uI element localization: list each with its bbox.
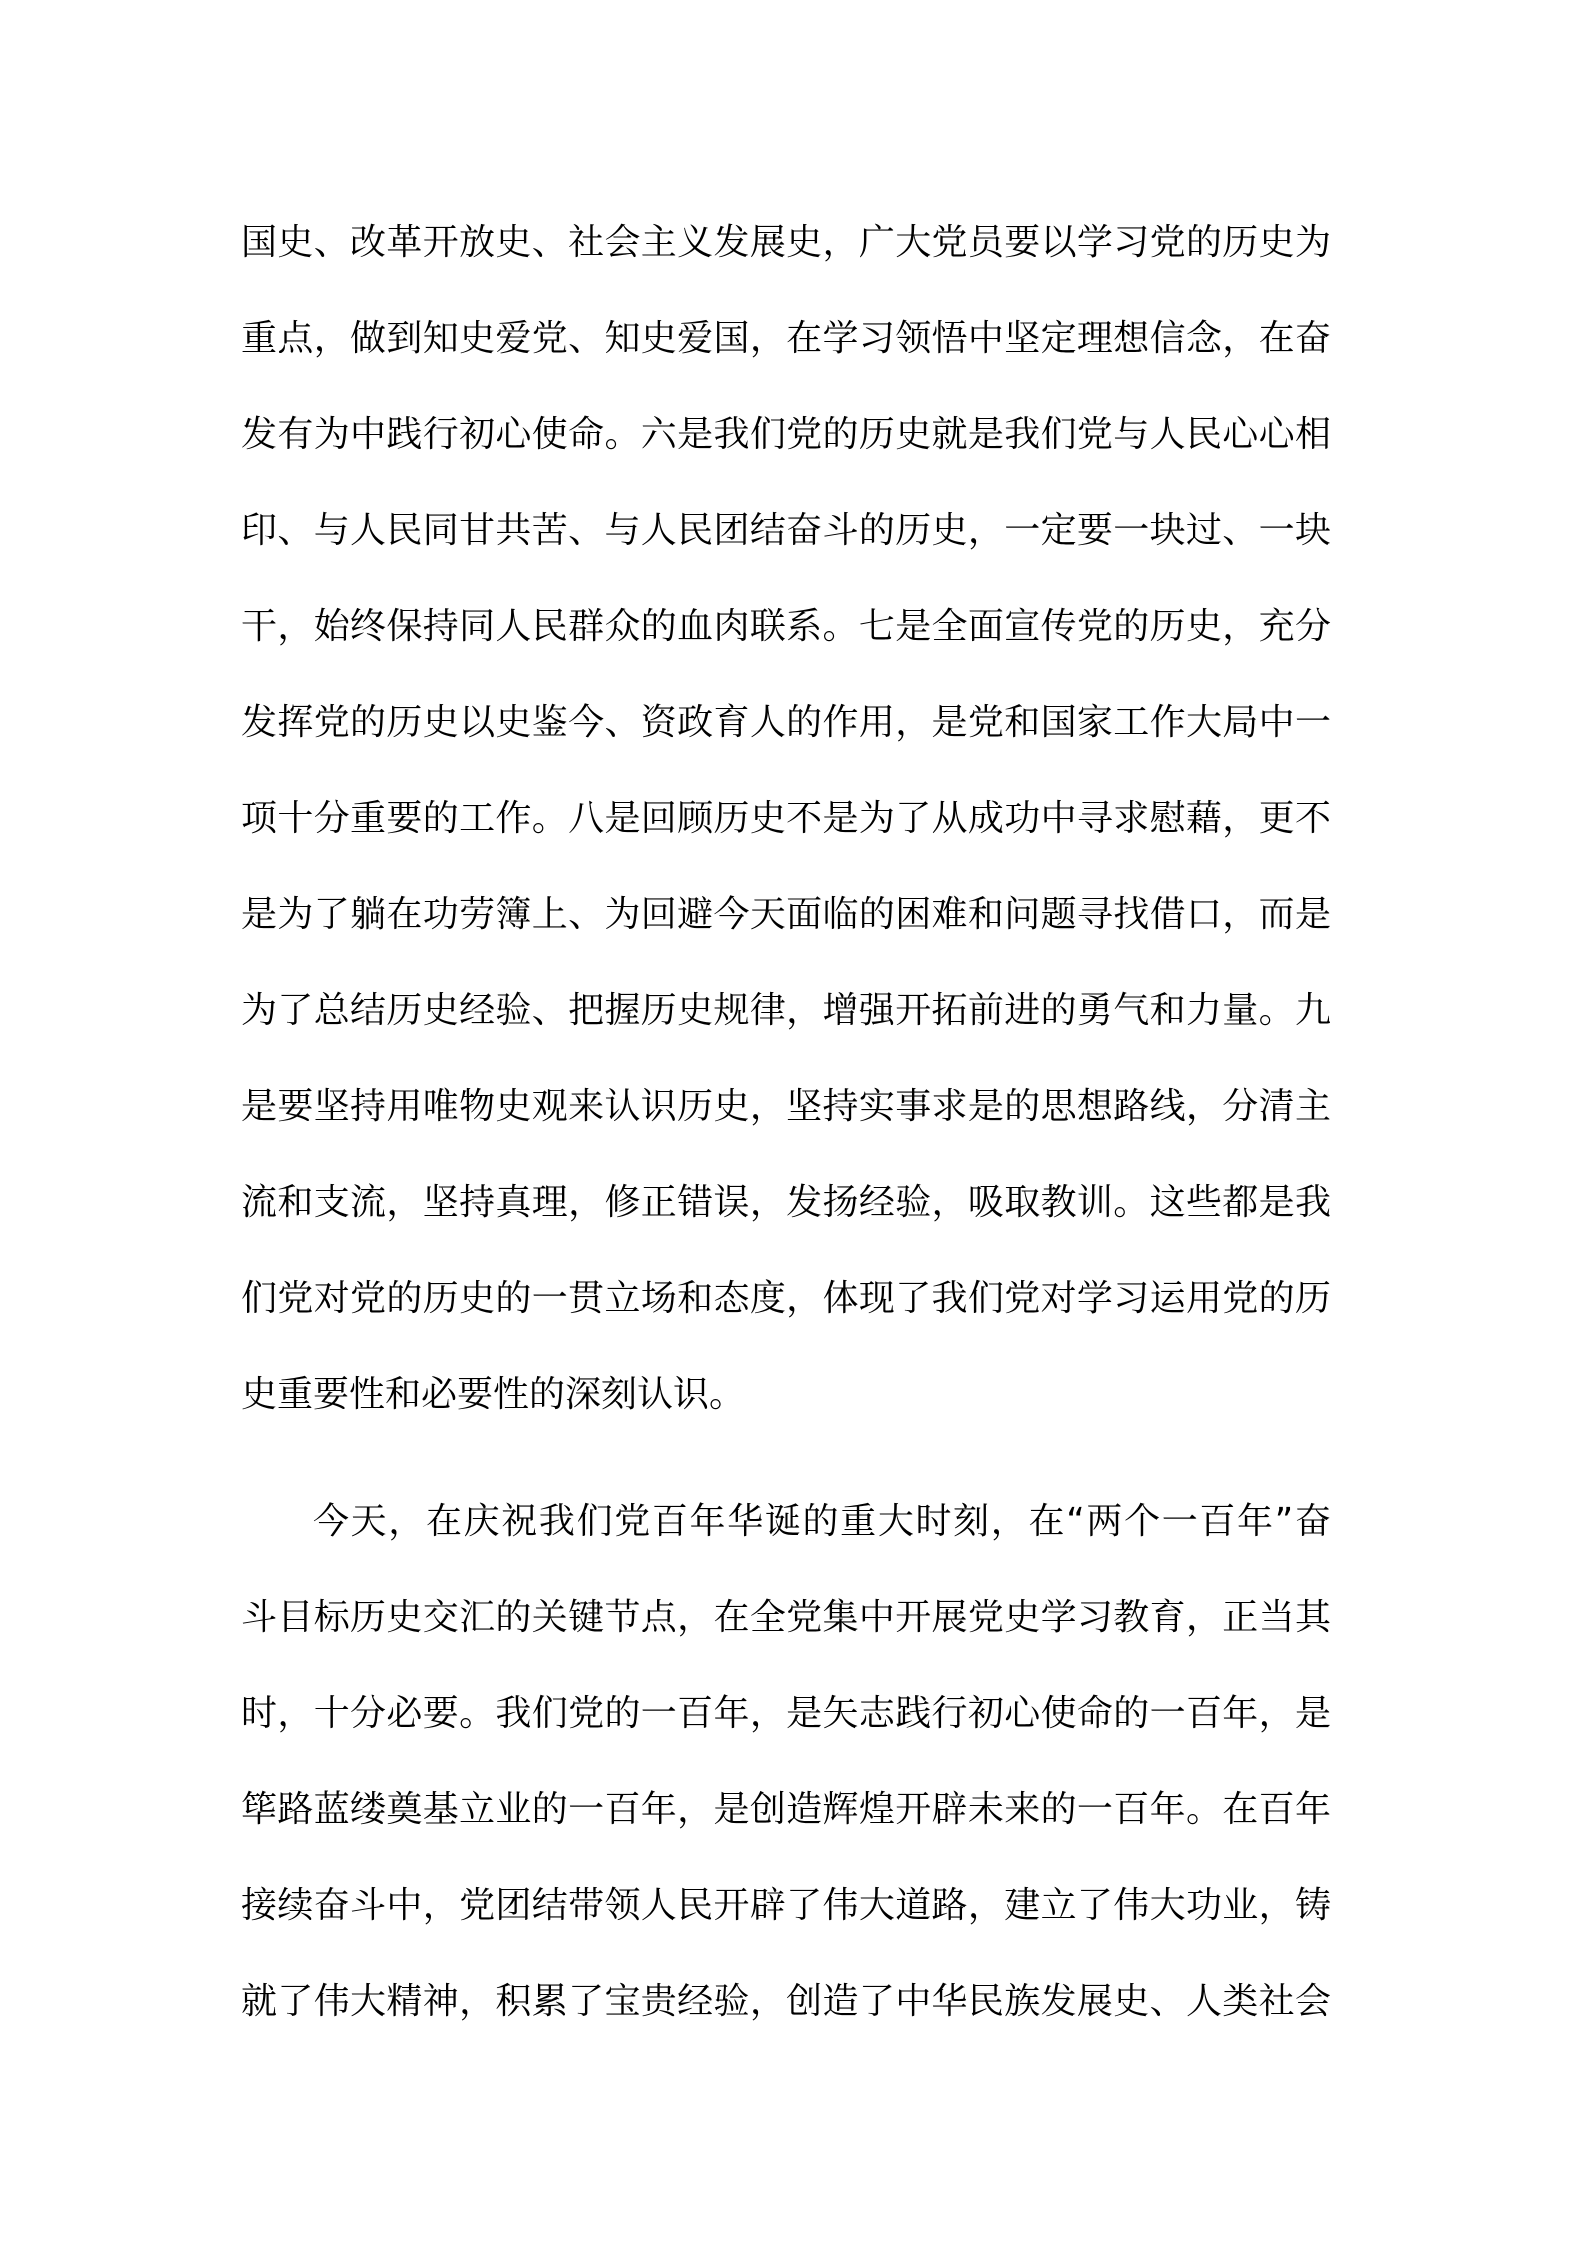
- text-line: 时，十分必要。我们党的一百年，是矢志践行初心使命的一百年，是: [241, 1693, 1331, 1734]
- text-line: 斗目标历史交汇的关键节点，在全党集中开展党史学习教育，正当其: [241, 1597, 1331, 1638]
- text-line: 干，始终保持同人民群众的血肉联系。七是全面宣传党的历史，充分: [241, 606, 1331, 647]
- text-line: 项十分重要的工作。八是回顾历史不是为了从成功中寻求慰藉，更不: [241, 798, 1331, 839]
- text-line: 今天，在庆祝我们党百年华诞的重大时刻，在“两个一百年”奋: [313, 1501, 1331, 1542]
- text-line: 为了总结历史经验、把握历史规律，增强开拓前进的勇气和力量。九: [241, 990, 1331, 1031]
- text-line: 接续奋斗中，党团结带领人民开辟了伟大道路，建立了伟大功业，铸: [241, 1885, 1331, 1926]
- text-line: 流和支流，坚持真理，修正错误，发扬经验，吸取教训。这些都是我: [241, 1182, 1331, 1223]
- text-line: 史重要性和必要性的深刻认识。: [241, 1374, 746, 1415]
- text-line: 是要坚持用唯物史观来认识历史，坚持实事求是的思想路线，分清主: [241, 1086, 1331, 1127]
- text-line: 发挥党的历史以史鉴今、资政育人的作用，是党和国家工作大局中一: [241, 702, 1331, 743]
- text-line: 是为了躺在功劳簿上、为回避今天面临的困难和问题寻找借口，而是: [241, 894, 1331, 935]
- text-line: 发有为中践行初心使命。六是我们党的历史就是我们党与人民心心相: [241, 414, 1331, 455]
- text-line: 印、与人民同甘共苦、与人民团结奋斗的历史，一定要一块过、一块: [241, 510, 1331, 551]
- text-line: 就了伟大精神，积累了宝贵经验，创造了中华民族发展史、人类社会: [241, 1981, 1331, 2022]
- text-line: 筚路蓝缕奠基立业的一百年，是创造辉煌开辟未来的一百年。在百年: [241, 1789, 1331, 1830]
- text-line: 重点，做到知史爱党、知史爱国，在学习领悟中坚定理想信念，在奋: [241, 318, 1331, 359]
- paragraph-2: [241, 1474, 1331, 2050]
- paragraph-1: [241, 195, 1331, 1443]
- text-line: 国史、改革开放史、社会主义发展史，广大党员要以学习党的历史为: [241, 222, 1331, 263]
- text-line: 们党对党的历史的一贯立场和态度，体现了我们党对学习运用党的历: [241, 1278, 1331, 1319]
